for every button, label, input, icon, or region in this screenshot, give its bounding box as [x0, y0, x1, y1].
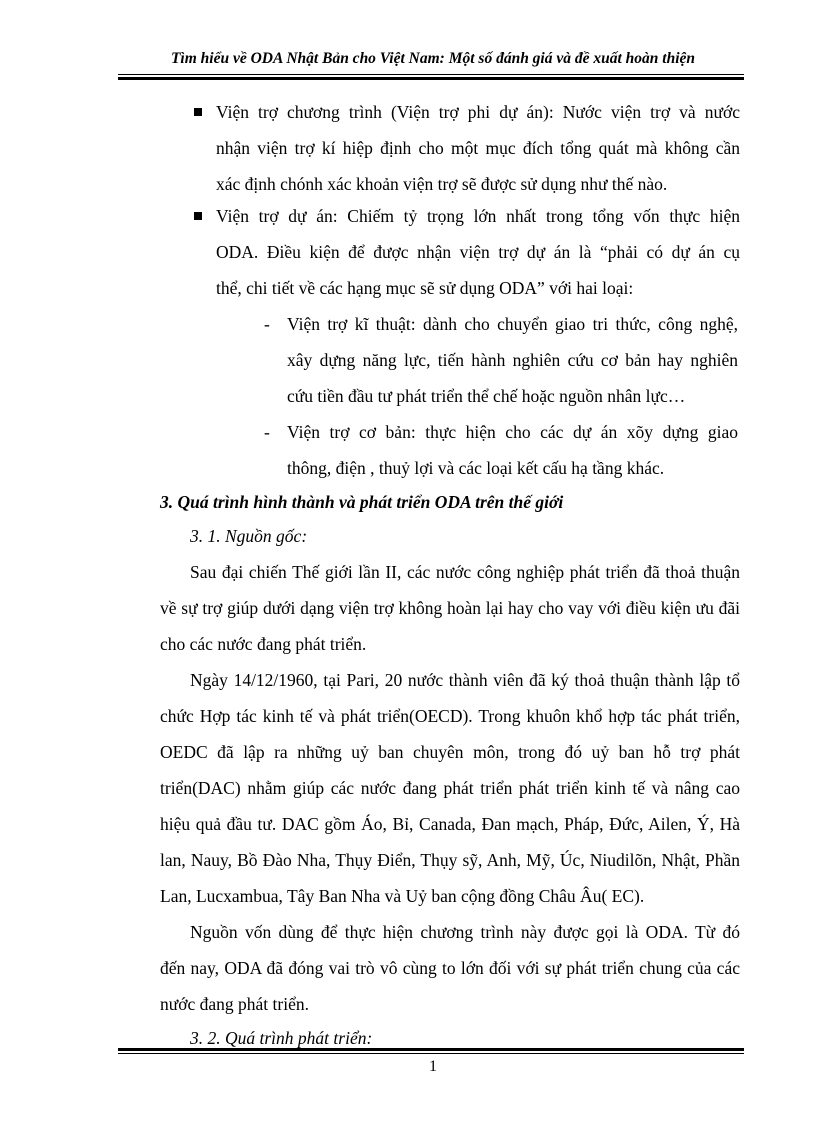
bullet-1-line-2: nhận viện trợ kí hiệp định cho một mục đích tổng quát mà không cần [216, 138, 740, 158]
bullet-square-icon [194, 108, 202, 116]
dash-marker: - [264, 422, 270, 442]
para-2-line-3: OEDC đã lập ra những uỷ ban chuyên môn, trong đó uỷ ban hỗ trợ phát [160, 742, 740, 762]
section-heading: 3. Quá trình hình thành và phát triển ODA trên thế giới [160, 492, 564, 512]
bullet-2-line-1: Viện trợ dự án: Chiếm tỷ trọng lớn nhất trong tổng vốn thực hiện [216, 206, 740, 226]
subsection-heading-development: 3. 2. Quá trình phát triển: [190, 1028, 373, 1048]
footer-rule-thick [118, 1048, 744, 1051]
running-header-title: Tìm hiểu về ODA Nhật Bản cho Việt Nam: Một số đánh giá và đề xuất hoàn thiện [170, 50, 696, 67]
header-rule-thick [118, 77, 744, 80]
para-2-line-2: chức Hợp tác kinh tế và phát triển(OECD). Trong khuôn khổ hợp tác phát triển, [160, 706, 740, 726]
sub-item-1-line-1: Viện trợ kĩ thuật: dành cho chuyển giao tri thức, công nghệ, [287, 314, 738, 334]
bullet-1-line-1: Viện trợ chương trình (Viện trợ phi dự án): Nước viện trợ và nước [216, 102, 740, 122]
subsection-heading-origin: 3. 1. Nguồn gốc: [190, 526, 308, 546]
sub-item-1-line-2: xây dựng năng lực, tiến hành nghiên cứu cơ bản hay nghiên [287, 350, 738, 370]
para-1-line-1: Sau đại chiến Thế giới lần II, các nước công nghiệp phát triển đã thoả thuận [190, 562, 740, 582]
para-2-line-5: hiệu quả đầu tư. DAC gồm Áo, Bỉ, Canada, Đan mạch, Pháp, Đức, Ailen, Ý, Hà [160, 814, 740, 834]
sub-item-1-line-3: cứu tiền đầu tư phát triển thể chế hoặc nguồn nhân lực… [287, 386, 686, 406]
bullet-2-line-2: ODA. Điều kiện để được nhận viện trợ dự án là “phải có dự án cụ [216, 242, 740, 262]
para-1-line-3: cho các nước đang phát triển. [160, 634, 367, 654]
footer-rule-thin [118, 1053, 744, 1054]
para-3-line-3: nước đang phát triển. [160, 994, 309, 1014]
header-rule-thin [118, 74, 744, 75]
dash-marker: - [264, 314, 270, 334]
bullet-square-icon [194, 212, 202, 220]
para-2-line-6: lan, Nauy, Bồ Đào Nha, Thụy Điển, Thụy sỹ, Anh, Mỹ, Úc, Niudilõn, Nhật, Phần [160, 850, 740, 870]
bullet-1-line-3: xác định chónh xác khoản viện trợ sẽ được sử dụng như thế nào. [216, 174, 668, 194]
para-1-line-2: về sự trợ giúp dưới dạng viện trợ không hoàn lại hay cho vay với điều kiện ưu đãi [160, 598, 740, 618]
para-2-line-7: Lan, Lucxambua, Tây Ban Nha và Uỷ ban cộng đồng Châu Âu( EC). [160, 886, 645, 906]
page-number: 1 [429, 1058, 437, 1075]
bullet-2-line-3: thể, chi tiết về các hạng mục sẽ sử dụng ODA” với hai loại: [216, 278, 634, 298]
sub-item-2-line-1: Viện trợ cơ bản: thực hiện cho các dự án xõy dựng giao [287, 422, 738, 442]
para-2-line-4: triển(DAC) nhằm giúp các nước đang phát triển phát triển kinh tế và nâng cao [160, 778, 740, 798]
para-3-line-2: đến nay, ODA đã đóng vai trò vô cùng to lớn đối với sự phát triển chung của các [160, 958, 740, 978]
sub-item-2-line-2: thông, điện , thuỷ lợi và các loại kết cấu hạ tầng khác. [287, 458, 665, 478]
para-3-line-1: Nguồn vốn dùng để thực hiện chương trình này được gọi là ODA. Từ đó [190, 922, 740, 942]
para-2-line-1: Ngày 14/12/1960, tại Pari, 20 nước thành viên đã ký thoả thuận thành lập tổ [190, 670, 740, 690]
